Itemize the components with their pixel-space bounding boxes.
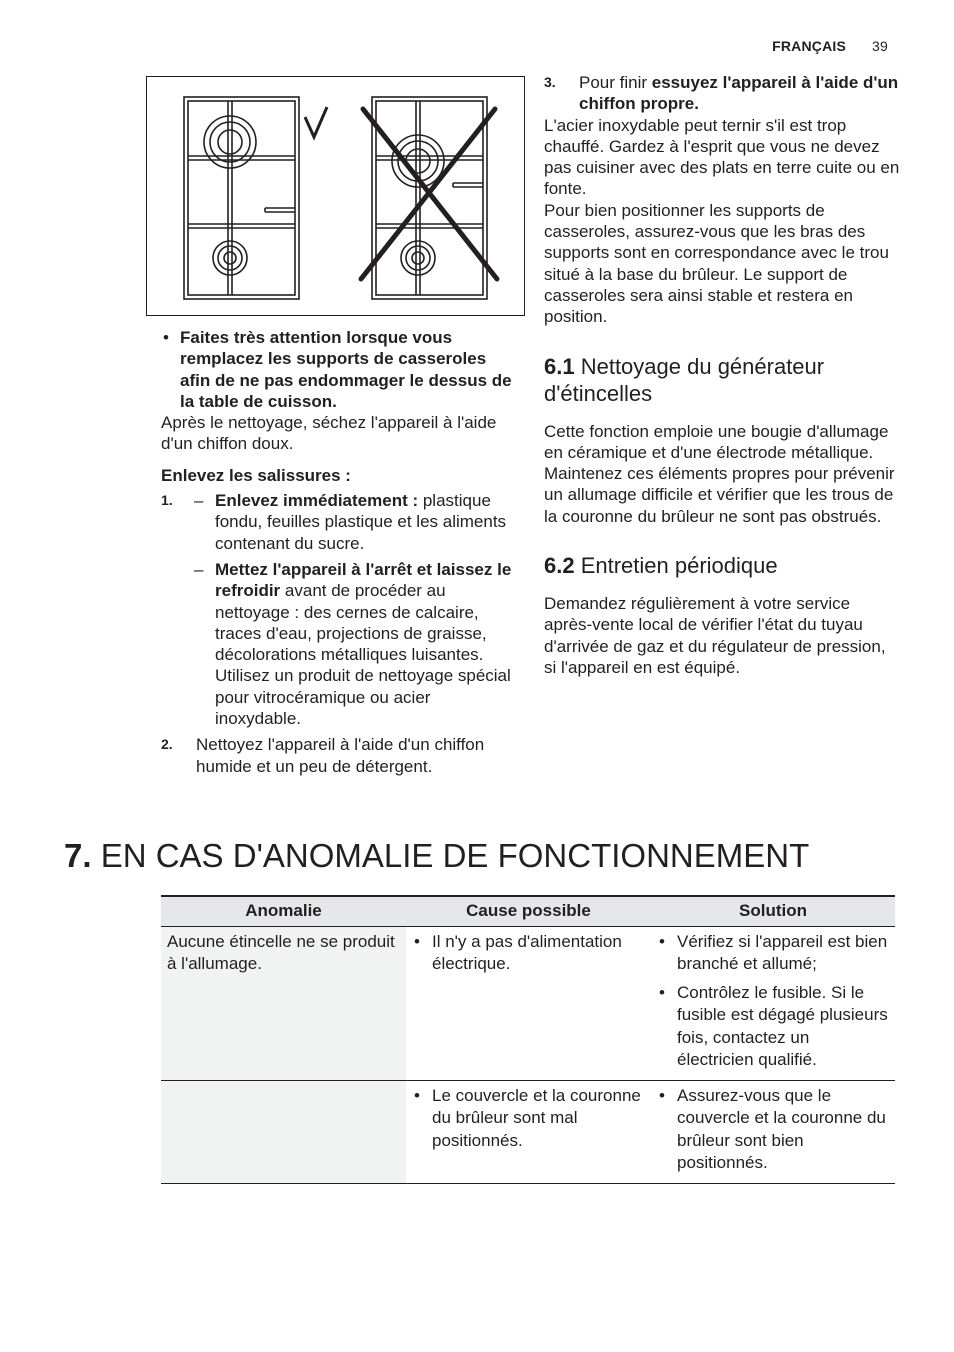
dash-item-1: – Enlevez immédiatement : plastique fondu, feuilles plastique et les aliments contenant du sucre. <box>194 491 507 553</box>
section-6-1-text: Cette fonction emploie une bougie d'allumage en céramique et d'une électrode métallique. Maintenez ces éléments propres pour prévenir un allumage difficile et vérifier que les trous de la couronne du brûleur ne sont pas obstrués. <box>544 421 895 526</box>
stainless-steel-text: L'acier inoxydable peut ternir s'il est trop chauffé. Gardez à l'esprit que vous ne devez pas cuisiner avec des plats en terre cuite ou en fonte. <box>544 115 900 199</box>
incorrect-pan-support <box>372 97 487 299</box>
step-1-number: 1. <box>161 492 173 509</box>
header-language: FRANÇAIS <box>772 38 847 54</box>
page-header <box>772 38 888 54</box>
table-header-row <box>161 896 895 926</box>
step-2-number: 2. <box>161 736 173 753</box>
section-6-2-text: Demandez régulièrement à votre service après-vente local de vérifier l'état du tuyau d'arrivée de gaz et du régulateur de pression, si l'appareil en est équipé. <box>544 594 886 677</box>
left-column <box>161 327 521 777</box>
anomaly-cell: Aucune étincelle ne se produit à l'allumage. <box>161 926 406 1080</box>
right-column <box>544 72 900 678</box>
cause-item: • Le couvercle et la couronne du brûleur sont mal positionnés. <box>412 1085 645 1153</box>
pan-support-position-text: Pour bien positionner les supports de casseroles, assurez-vous que les bras des supports sont en correspondance avec le trou situé à la base du brûleur. Le support de casseroles sera ainsi stable et restera en position. <box>544 200 889 327</box>
solution-item: • Contrôlez le fusible. Si le fusible est dégagé plusieurs fois, contactez un électricien qualifié. <box>657 982 889 1072</box>
step-1 <box>161 490 521 554</box>
pan-support-illustration <box>146 76 525 316</box>
solution-cell <box>651 1080 895 1183</box>
section-6-2-heading: 6.2 Entretien périodique <box>544 553 778 579</box>
section-6-1-heading: 6.1 Nettoyage du générateur d'étincelles <box>544 353 825 406</box>
dash-symbol: – <box>194 491 204 511</box>
column-header-solution: Solution <box>651 896 895 926</box>
pan-support-drawing <box>147 77 524 315</box>
solution-cell <box>651 926 895 1080</box>
cause-cell <box>406 926 651 1080</box>
step-3-number: 3. <box>544 74 556 90</box>
solution-item: • Assurez-vous que le couvercle et la couronne du brûleur sont bien positionnés. <box>657 1085 889 1175</box>
after-cleaning-text: Après le nettoyage, séchez l'appareil à l'aide d'un chiffon doux. <box>161 413 497 454</box>
solution-item: • Vérifiez si l'appareil est bien branché et allumé; <box>657 931 889 976</box>
correct-pan-support <box>184 97 299 299</box>
step-2: 2. Nettoyez l'appareil à l'aide d'un chiffon humide et un peu de détergent. <box>161 735 485 776</box>
page-number: 39 <box>872 38 888 54</box>
warning-bullet: • Faites très attention lorsque vous remplacez les supports de casseroles afin de ne pas endommager le dessus de la table de cuisson. <box>161 327 521 412</box>
dash-item-2: – Mettez l'appareil à l'arrêt et laissez le refroidir avant de procéder au nettoyage : des cernes de calcaire, traces d'eau, projections de graisse, décolorations métalliques luisantes. Utilisez un produit de nettoyage spécial pour vitrocéramique ou acier inoxydable. <box>194 559 512 729</box>
step-3: 3. Pour finir essuyez l'appareil à l'aide d'un chiffon propre. <box>544 73 899 114</box>
check-mark-icon <box>305 107 327 137</box>
dash-symbol: – <box>194 559 204 579</box>
troubleshooting-table <box>161 895 895 1184</box>
column-header-cause: Cause possible <box>406 896 651 926</box>
table-row <box>161 926 895 1080</box>
chapter-7-heading: 7. EN CAS D'ANOMALIE DE FONCTIONNEMENT <box>64 837 810 874</box>
cause-item: • Il n'y a pas d'alimentation électrique. <box>412 931 645 976</box>
anomaly-cell <box>161 1080 406 1183</box>
cause-cell <box>406 1080 651 1183</box>
table-row <box>161 1080 895 1183</box>
column-header-anomaly: Anomalie <box>161 896 406 926</box>
remove-heading: Enlevez les salissures : <box>161 465 351 485</box>
